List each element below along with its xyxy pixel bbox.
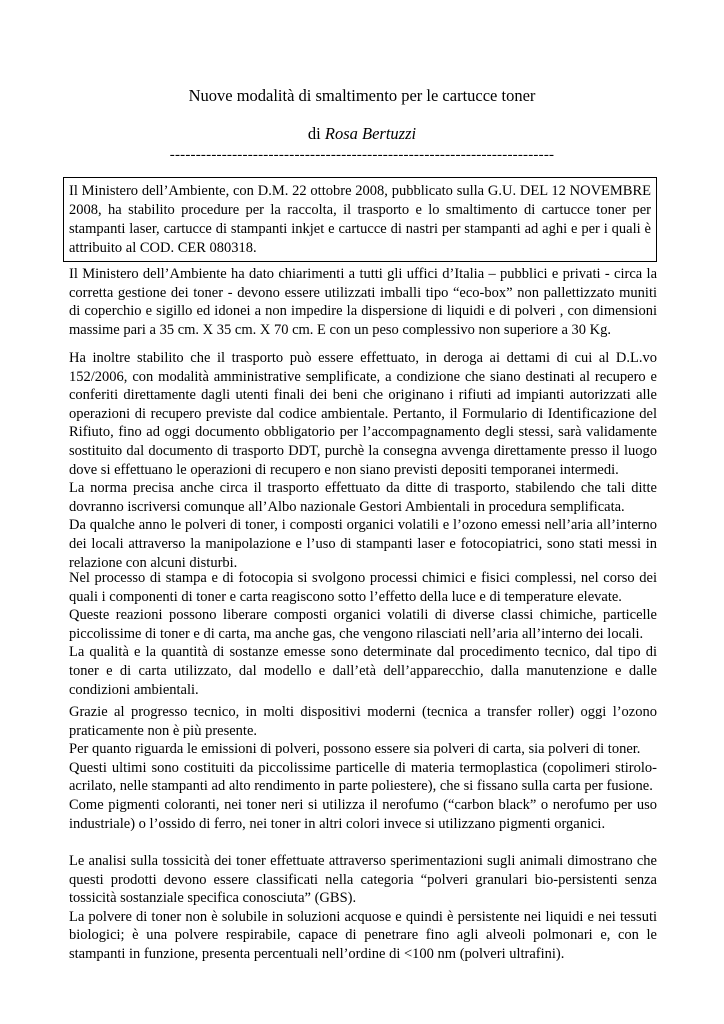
body-section-2 <box>69 349 657 572</box>
paragraph: Nel processo di stampa e di fotocopia si svolgono processi chimici e fisici complessi, nel corso dei quali i componenti di toner e carta reagiscono sotto l’effetto della luce e di temperature elevate. <box>69 570 657 605</box>
paragraph: La norma precisa anche circa il trasporto effettuato da ditte di trasporto, stabilendo che tali ditte dovranno iscriversi comunque all’Albo nazionale Gestori Ambientali in procedura semplificata. <box>69 480 657 515</box>
paragraph: Da qualche anno le polveri di toner, i composti organici volatili e l’ozono emessi nell’aria all’interno dei locali attraverso la manipolazione e l’uso di stampanti laser e fotocopiatrici, sono stati messi in relazione con alcuni disturbi. <box>69 517 657 571</box>
paragraph: Questi ultimi sono costituiti da piccolissime particelle di materia termoplastica (copolimeri stirolo-acrilato, nelle stampanti ad alto rendimento in parte poliestere), che si fissano sulla carta per fusione. <box>69 759 657 795</box>
body-section-1 <box>69 265 657 339</box>
body-section-4 <box>69 703 657 833</box>
paragraph: Il Ministero dell’Ambiente ha dato chiarimenti a tutti gli uffici d’Italia – pubblici e privati - circa la corretta gestione dei toner - devono essere utilizzati imballi tipo “eco-box” non pallettizzato muniti di coperchio e sigillo ed idonei a non impedire la dispersione di liquidi e di polveri , con dimensioni massime pari a 35 cm. X 35 cm. X 70 cm. E con un peso complessivo non superiore a 30 Kg. <box>69 266 657 338</box>
paragraph: Queste reazioni possono liberare composti organici volatili di diverse classi chimiche, particelle piccolissime di toner e di carta, ma anche gas, che vengono rilasciati nell’aria all’interno dei locali. <box>69 607 657 642</box>
paragraph: Grazie al progresso tecnico, in molti dispositivi moderni (tecnica a transfer roller) oggi l’ozono praticamente non è più presente. <box>69 704 657 739</box>
abstract-box: Il Ministero dell’Ambiente, con D.M. 22 ottobre 2008, pubblicato sulla G.U. DEL 12 NOVEMBRE 2008, ha stabilito procedure per la raccolta, il trasporto e lo smaltimento di cartucce toner per stampanti laser, cartucce di stampanti inkjet e cartucce di nastri per stampanti ad aghi e per i quali è attribuito al COD. CER 080318. <box>63 177 657 262</box>
paragraph: Come pigmenti coloranti, nei toner neri si utilizza il nerofumo (“carbon black” o nerofumo per uso industriale) o l’ossido di ferro, nei toner in altri colori invece si utilizzano pigmenti organici. <box>69 796 657 832</box>
paragraph: Ha inoltre stabilito che il trasporto può essere effettuato, in deroga ai dettami di cui al D.L.vo 152/2006, con modalità amministrative semplificate, a condizione che siano destinati al recupero e conferiti direttamente dagli utenti finali dei beni che originano i rifiuti ad impianti autorizzati alle operazioni di recupero previste dal codice ambientale. Pertanto, il Formulario di Identificazione del Rifiuto, fino ad oggi documento obbligatorio per l’accompagnamento degli stessi, sarà validamente sostituito dal documento di trasporto DDT, purchè la consegna avvenga direttamente presso il luogo dove si effettuano le operazioni di recupero e non siano previsti depositi temporanei intermedi. <box>69 350 657 478</box>
author-prefix: di <box>307 124 321 143</box>
author-name: Rosa Bertuzzi <box>324 124 417 143</box>
body-section-3 <box>69 569 657 699</box>
body-section-5 <box>69 852 657 964</box>
separator-rule: -------------------------------------------------------------------------- <box>169 147 555 163</box>
paragraph: La qualità e la quantità di sostanze emesse sono determinate dal procedimento tecnico, dal tipo di toner e di carta utilizzato, dal modello e dall’età dell’apparecchio, dalla manutenzione e dalle condizioni ambientali. <box>69 644 657 698</box>
paragraph: Le analisi sulla tossicità dei toner effettuate attraverso sperimentazioni sugli animali dimostrano che questi prodotti devono essere classificati nella categoria “polveri granulari bio-persistenti senza tossicità sostanziale specifica conosciuta” (GBS). <box>69 853 657 907</box>
author-line <box>0 124 724 144</box>
paragraph: Per quanto riguarda le emissioni di polveri, possono essere sia polveri di carta, sia polveri di toner. <box>69 741 641 758</box>
document-title: Nuove modalità di smaltimento per le cartucce toner <box>188 86 536 105</box>
paragraph: La polvere di toner non è solubile in soluzioni acquose e quindi è persistente nei liquidi e nei tessuti biologici; è una polvere respirabile, capace di penetrare fino agli alveoli polmonari e, con le stampanti in funzione, presenta percentuali nell’ordine di <100 nm (polveri ultrafini). <box>69 908 657 962</box>
